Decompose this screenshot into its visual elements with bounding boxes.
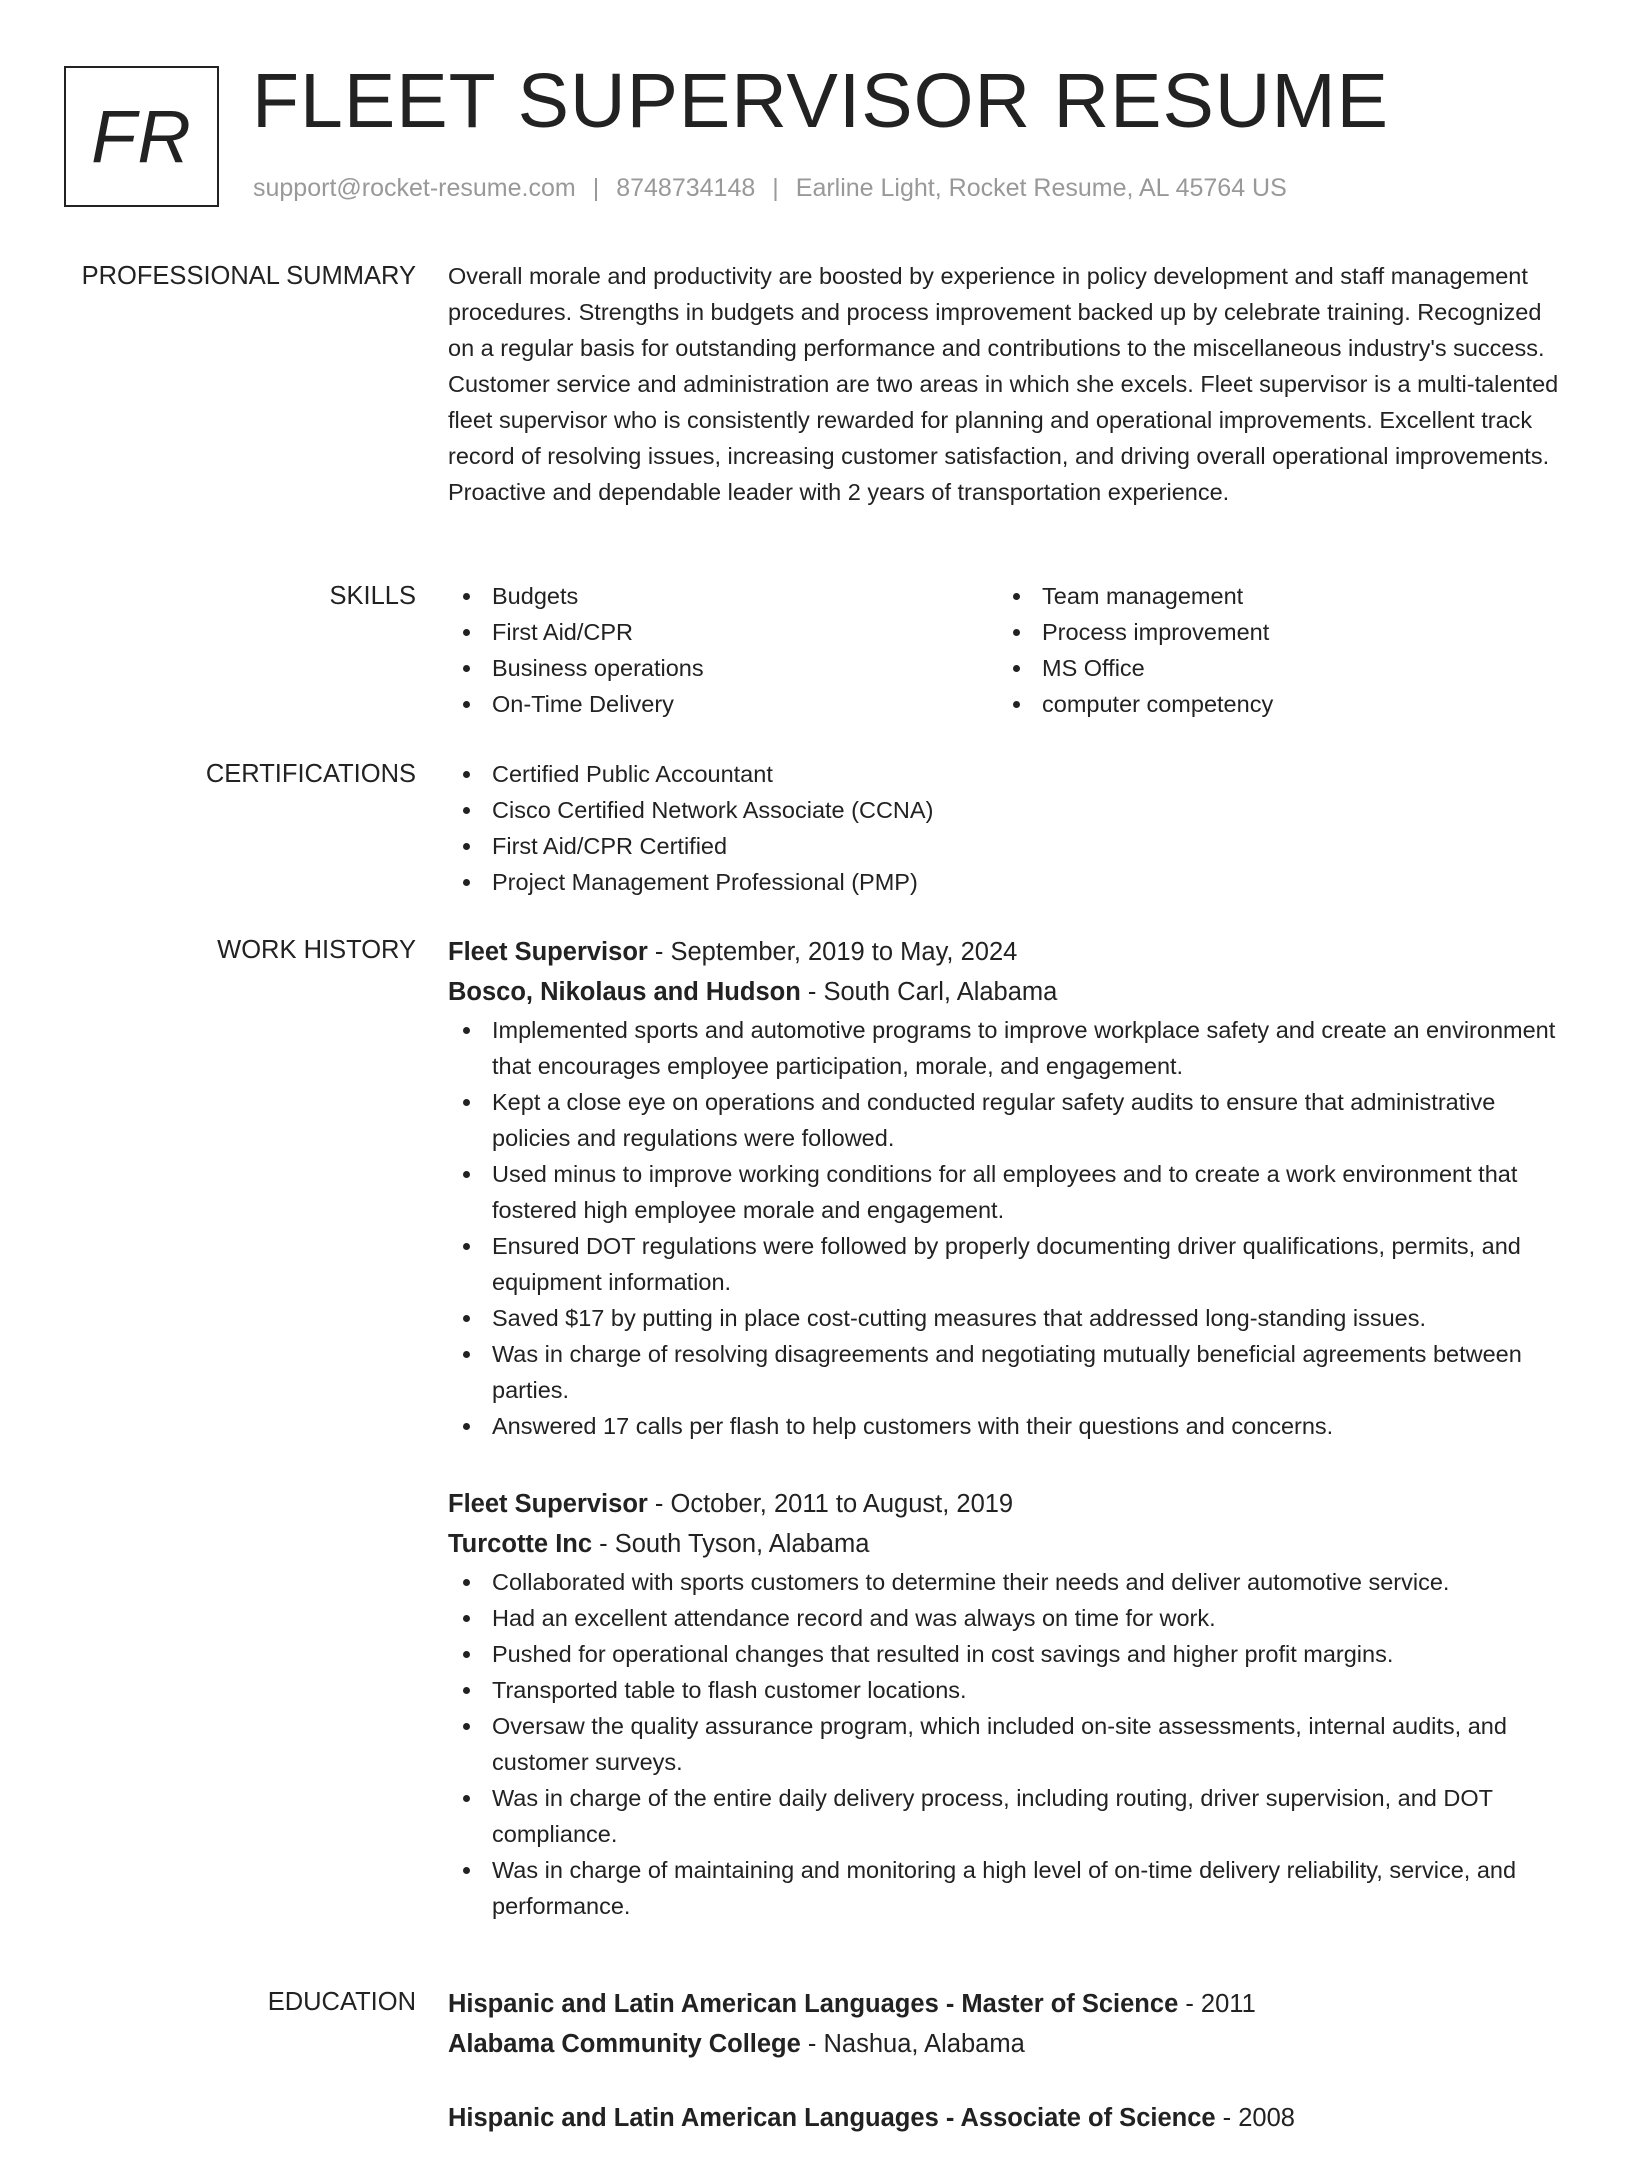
skill-item: On-Time Delivery — [448, 686, 998, 722]
job-company-line — [448, 972, 1560, 1012]
job-bullets — [448, 1564, 1560, 1924]
skills-grid — [448, 578, 1560, 722]
education-location: - Nashua, Alabama — [800, 2030, 1025, 2058]
skill-item: Business operations — [448, 650, 998, 686]
education-school-line — [448, 2024, 1560, 2064]
summary-content — [448, 258, 1560, 510]
job-bullet: Collaborated with sports customers to determine their needs and deliver automotive service. — [448, 1564, 1560, 1600]
job-bullet: Was in charge of resolving disagreements and negotiating mutually beneficial agreements between parties. — [448, 1336, 1560, 1408]
section-label-work-history: WORK HISTORY — [217, 936, 416, 964]
education-school: Alabama Community College — [448, 2030, 801, 2058]
section-label-skills: SKILLS — [329, 582, 416, 610]
job-company: Turcotte Inc — [448, 1530, 593, 1558]
skill-item: Process improvement — [998, 614, 1548, 650]
skill-item: Budgets — [448, 578, 998, 614]
education-degree-line — [448, 1984, 1560, 2024]
job-bullet: Used minus to improve working conditions for all employees and to create a work environment that fostered high employee morale and engagement. — [448, 1156, 1560, 1228]
job-location: - South Carl, Alabama — [800, 978, 1058, 1006]
skill-item: MS Office — [998, 650, 1548, 686]
certifications-list — [448, 756, 1560, 900]
education-entry — [448, 1984, 1560, 2064]
job-bullet: Was in charge of maintaining and monitoring a high level of on-time delivery reliability, service, and performance. — [448, 1852, 1560, 1924]
job-company: Bosco, Nikolaus and Hudson — [448, 978, 801, 1006]
certification-item: Certified Public Accountant — [448, 756, 1560, 792]
job-bullet: Saved $17 by putting in place cost-cutting measures that addressed long-standing issues. — [448, 1300, 1560, 1336]
job-entry — [448, 1484, 1560, 1924]
contact-separator: | — [592, 174, 600, 202]
skills-column-right — [998, 578, 1548, 722]
job-bullet: Was in charge of the entire daily delivery process, including routing, driver supervision, and DOT compliance. — [448, 1780, 1560, 1852]
job-title: Fleet Supervisor — [448, 938, 648, 966]
job-bullet: Pushed for operational changes that resulted in cost savings and higher profit margins. — [448, 1636, 1560, 1672]
job-dates: - September, 2019 to May, 2024 — [647, 938, 1018, 966]
certification-item: Project Management Professional (PMP) — [448, 864, 1560, 900]
education-year: - 2011 — [1178, 1990, 1256, 2018]
skills-column-left — [448, 578, 998, 722]
job-bullet: Answered 17 calls per flash to help customers with their questions and concerns. — [448, 1408, 1560, 1444]
education-degree-line — [448, 2098, 1560, 2138]
education-content — [448, 1984, 1560, 2178]
job-bullet: Kept a close eye on operations and conducted regular safety audits to ensure that administrative policies and regulations were followed. — [448, 1084, 1560, 1156]
page-title: FLEET SUPERVISOR RESUME — [252, 58, 1389, 144]
job-bullet: Ensured DOT regulations were followed by properly documenting driver qualifications, permits, and equipment information. — [448, 1228, 1560, 1300]
contact-address: Earline Light, Rocket Resume, AL 45764 US — [795, 174, 1287, 202]
section-label-certifications: CERTIFICATIONS — [205, 760, 416, 788]
job-title-line — [448, 1484, 1560, 1524]
monogram-logo: FR — [64, 66, 219, 207]
work-history-content — [448, 932, 1560, 1964]
job-entry — [448, 932, 1560, 1444]
job-bullet: Oversaw the quality assurance program, which included on-site assessments, internal audits, and customer surveys. — [448, 1708, 1560, 1780]
education-degree: Hispanic and Latin American Languages - Associate of Science — [448, 2104, 1216, 2132]
contact-email[interactable]: support@rocket-resume.com — [253, 174, 576, 202]
education-year: - 2008 — [1215, 2104, 1295, 2132]
education-entry — [448, 2098, 1560, 2138]
skill-item: Team management — [998, 578, 1548, 614]
contact-separator: | — [772, 174, 779, 202]
section-label-education: EDUCATION — [267, 1988, 416, 2016]
summary-text: Overall morale and productivity are boosted by experience in policy development and staff management procedures. Strengths in budgets and process improvement backed up by celebrate training. Recognized on a regular basis for outstanding performance and contributions to the miscellaneous industry's success. Customer service and administration are two areas in which she excels. Fleet supervisor is a multi-talented fleet supervisor who is consistently rewarded for planning and operational improvements. Excellent track record of resolving issues, increasing customer satisfaction, and driving overall operational improvements. Proactive and dependable leader with 2 years of transportation experience. — [448, 263, 1559, 505]
education-degree: Hispanic and Latin American Languages - Master of Science — [448, 1990, 1179, 2018]
job-title-line — [448, 932, 1560, 972]
job-bullets — [448, 1012, 1560, 1444]
job-bullet: Had an excellent attendance record and was always on time for work. — [448, 1600, 1560, 1636]
section-label-summary: PROFESSIONAL SUMMARY — [81, 262, 416, 290]
skill-item: First Aid/CPR — [448, 614, 998, 650]
contact-phone[interactable]: 8748734148 — [616, 174, 756, 202]
job-dates: - October, 2011 to August, 2019 — [647, 1490, 1014, 1518]
job-bullet: Transported table to flash customer locations. — [448, 1672, 1560, 1708]
skill-item: computer competency — [998, 686, 1548, 722]
job-location: - South Tyson, Alabama — [592, 1530, 870, 1558]
job-bullet: Implemented sports and automotive programs to improve workplace safety and create an environment that encourages employee participation, morale, and engagement. — [448, 1012, 1560, 1084]
job-company-line — [448, 1524, 1560, 1564]
certification-item: First Aid/CPR Certified — [448, 828, 1560, 864]
certifications-content — [448, 756, 1560, 900]
job-title: Fleet Supervisor — [448, 1490, 648, 1518]
certification-item: Cisco Certified Network Associate (CCNA) — [448, 792, 1560, 828]
contact-line — [253, 174, 1287, 203]
